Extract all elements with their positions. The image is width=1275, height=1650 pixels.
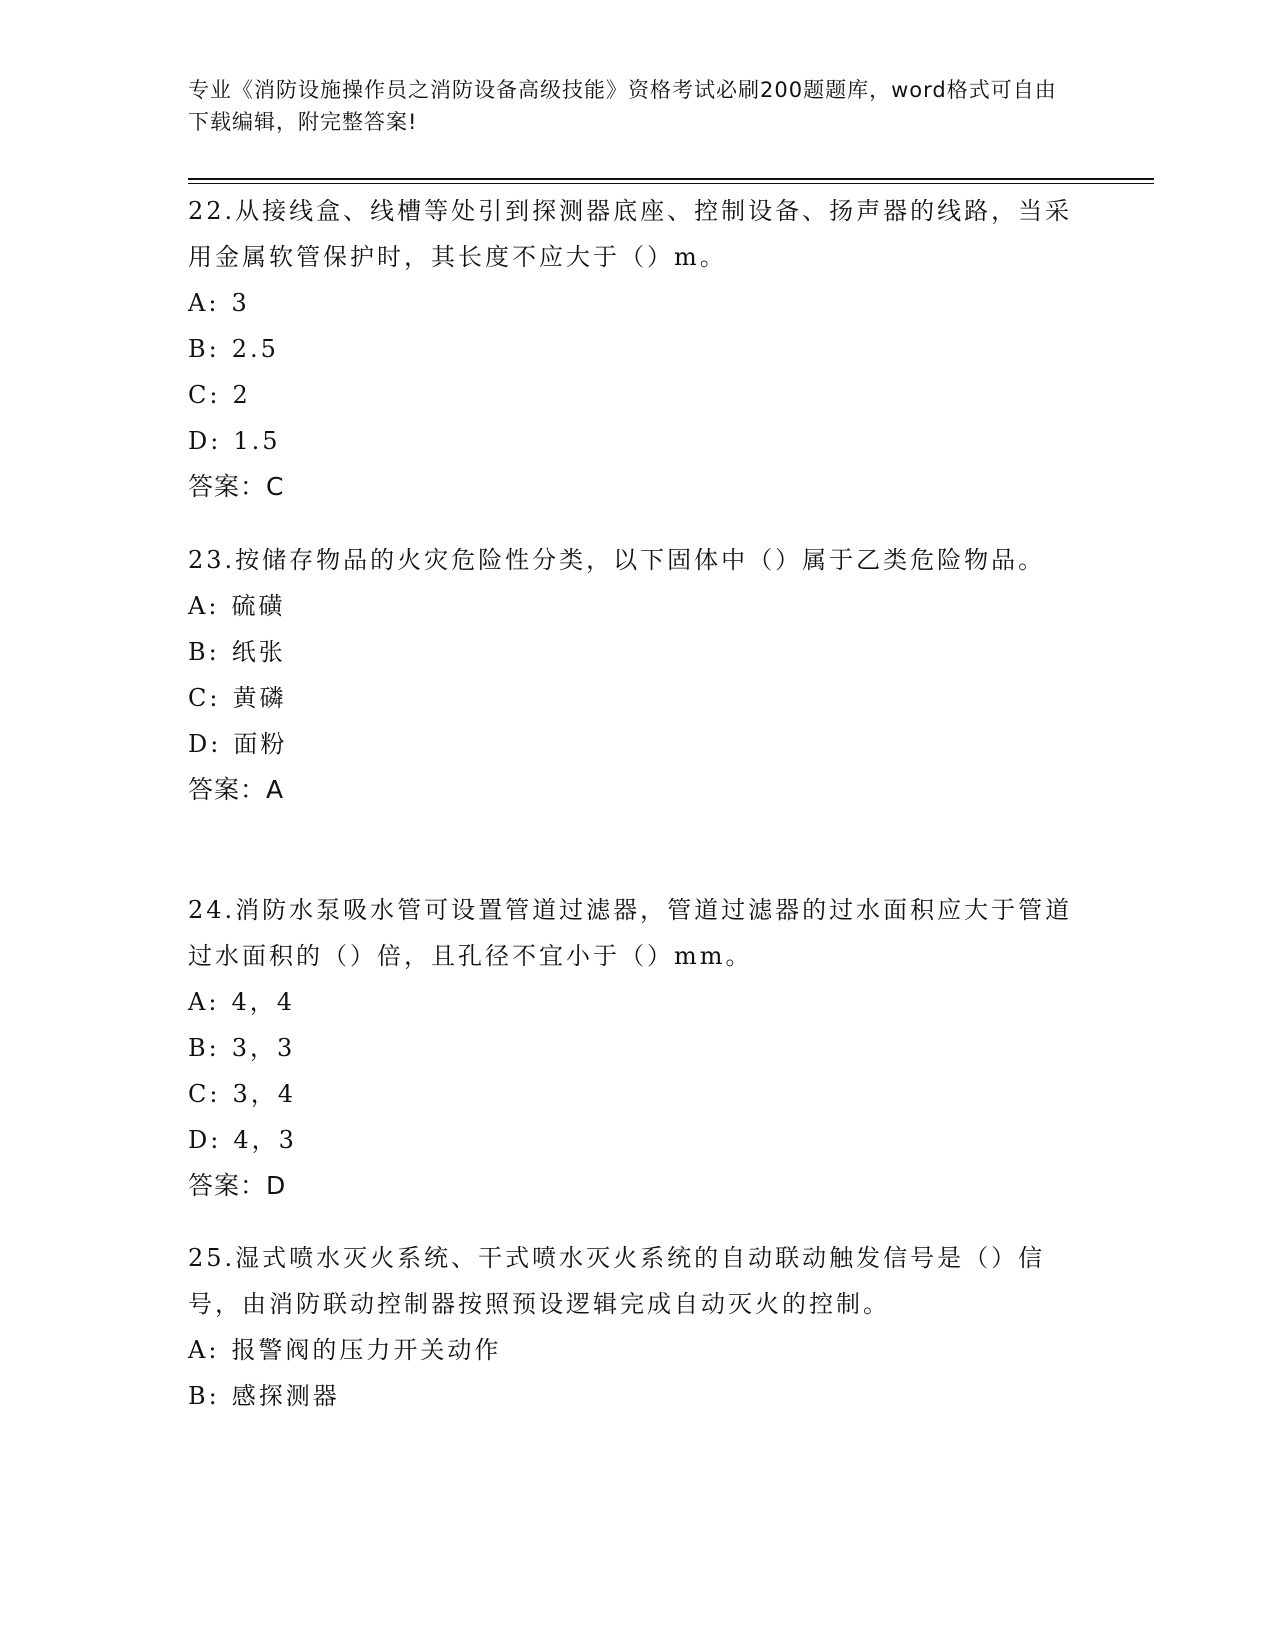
- question-stem: 25.湿式喷水灭火系统、干式喷水灭火系统的自动联动触发信号是（）信号，由消防联动控制器按照预设逻辑完成自动灭火的控制。: [188, 1244, 1046, 1318]
- answer-line: 答案：C: [188, 472, 285, 501]
- question-24: [188, 887, 1088, 1209]
- header-divider-thick: [188, 178, 1154, 180]
- option-d: D: 4，3: [188, 1126, 297, 1154]
- question-stem: 24.消防水泵吸水管可设置管道过滤器，管道过滤器的过水面积应大于管道过水面积的（）倍，且孔径不宜小于（）mm。: [188, 896, 1073, 970]
- answer-line: 答案：A: [188, 775, 285, 804]
- option-d: D: 1.5: [188, 427, 281, 455]
- document-header: 专业《消防设施操作员之消防设备高级技能》资格考试必刷200题题库，word格式可自由下载编辑，附完整答案!: [188, 78, 1057, 134]
- answer-line: 答案：D: [188, 1171, 287, 1200]
- header-divider-thin: [188, 183, 1154, 184]
- option-b: B: 纸张: [188, 638, 286, 666]
- option-b: B: 3，3: [188, 1034, 296, 1062]
- option-c: C: 2: [188, 381, 251, 409]
- question-22: [188, 188, 1088, 510]
- option-c: C: 3，4: [188, 1080, 297, 1108]
- question-23: [188, 537, 1088, 813]
- option-a: A: 3: [188, 289, 250, 317]
- question-25: [188, 1235, 1088, 1419]
- option-d: D: 面粉: [188, 730, 288, 758]
- option-b: B: 感探测器: [188, 1382, 340, 1410]
- question-stem: 22.从接线盒、线槽等处引到探测器底座、控制设备、扬声器的线路，当采用金属软管保护时，其长度不应大于（）m。: [188, 197, 1073, 271]
- option-c: C: 黄磷: [188, 684, 287, 712]
- option-b: B: 2.5: [188, 335, 279, 363]
- question-stem: 23.按储存物品的火灾危险性分类，以下固体中（）属于乙类危险物品。: [188, 546, 1046, 574]
- option-a: A: 硫磺: [188, 592, 286, 620]
- option-a: A: 报警阀的压力开关动作: [188, 1336, 502, 1364]
- option-a: A: 4，4: [188, 988, 295, 1016]
